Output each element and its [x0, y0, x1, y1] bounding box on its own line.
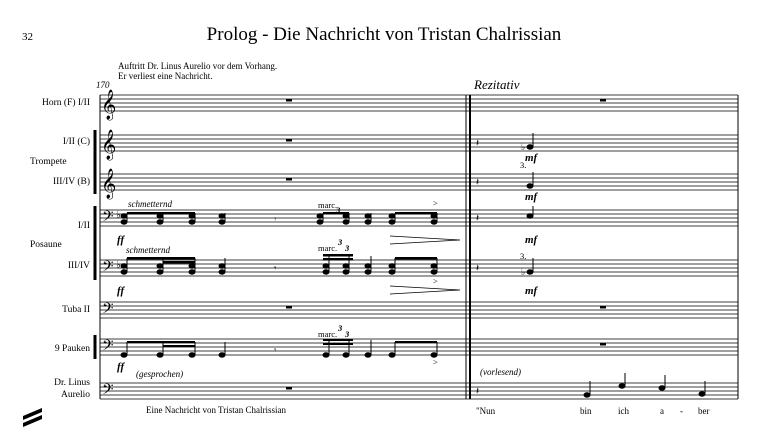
- accent-1: >: [433, 198, 438, 208]
- eighth-rest-icon: 𝄾: [274, 263, 277, 273]
- dynamic-mf-2: mf: [525, 191, 538, 203]
- stage-direction-line-1: Auftritt Dr. Linus Aurelio vor dem Vorhang.: [118, 61, 278, 71]
- dynamic-ff-1: ff: [117, 234, 125, 246]
- measure-number: 170: [96, 80, 110, 90]
- label-voice-2: Aurelio: [60, 390, 90, 400]
- label-horn: Horn (F) I/II: [41, 98, 90, 108]
- bass-clef-icon: 𝄢: [102, 381, 114, 402]
- quarter-rest-icon: 𝄽: [476, 138, 480, 149]
- footer-text: Eine Nachricht von Tristan Chalrissian: [146, 405, 286, 415]
- eighth-rest-icon: 𝄾: [274, 345, 277, 355]
- label-tuba: Tuba II: [62, 305, 90, 315]
- triplet-1: 3: [336, 205, 341, 215]
- parallel-bars-logo-icon: [22, 405, 44, 427]
- marking-gesprochen: (gesprochen): [136, 369, 184, 379]
- label-trombone-1: I/II: [77, 221, 90, 231]
- dynamic-mf-3: mf: [525, 234, 538, 246]
- treble-clef-icon: 𝄞: [101, 130, 117, 160]
- staff-voice: [100, 383, 738, 399]
- flat-icon: ♭: [116, 260, 121, 271]
- voice-number-trumpet: 3.: [520, 160, 527, 170]
- triplet-2: 3: [338, 237, 343, 247]
- label-trumpet-1: I/II (C): [62, 137, 90, 147]
- lyric-4: a: [660, 406, 664, 416]
- bass-clef-icon: 𝄢: [102, 258, 114, 279]
- dynamic-mf-4: mf: [525, 285, 538, 297]
- page-title: Prolog - Die Nachricht von Tristan Chalrissian: [206, 24, 562, 45]
- staff-tuba: [100, 302, 738, 318]
- marking-marc-2: marc.: [318, 243, 338, 253]
- triplet-3: 3: [345, 243, 350, 253]
- marking-marc-1: marc.: [318, 200, 338, 210]
- label-trombone-2: III/IV: [67, 261, 90, 271]
- bass-clef-icon: 𝄢: [102, 208, 114, 229]
- marking-marc-3: marc.: [318, 329, 338, 339]
- lyric-1: "Nun: [476, 406, 496, 416]
- eighth-rest-icon: 𝄾: [274, 214, 277, 224]
- quarter-rest-icon: 𝄽: [476, 177, 480, 188]
- triplet-4: 3: [338, 323, 343, 333]
- staff-horn: [100, 95, 738, 111]
- label-trumpet-group: Trompete: [30, 157, 67, 167]
- bass-clef-icon: 𝄢: [102, 337, 114, 358]
- flat-icon: ♭: [521, 142, 526, 152]
- treble-clef-icon: 𝄞: [101, 169, 117, 199]
- dynamic-mf-1: mf: [525, 152, 538, 164]
- marking-schmetternd-1: schmetternd: [128, 199, 172, 209]
- quarter-rest-icon: 𝄽: [476, 386, 480, 397]
- lyric-2: bin: [580, 406, 592, 416]
- accent-3: >: [433, 357, 438, 367]
- label-trumpet-2: III/IV (B): [52, 177, 90, 187]
- staff-trumpet-2: [100, 174, 738, 190]
- notes-left: [121, 212, 460, 357]
- staff-trombone-2: [100, 260, 738, 276]
- label-trombone-group: Posaune: [30, 240, 62, 250]
- treble-clef-icon: 𝄞: [101, 90, 117, 120]
- lyric-6: ber: [698, 406, 710, 416]
- accent-2: >: [433, 276, 438, 286]
- flat-icon: ♭: [521, 267, 526, 277]
- staff-lines: [100, 95, 738, 399]
- tempo-marking: Rezitativ: [474, 77, 520, 92]
- triplet-5: 3: [345, 329, 350, 339]
- notes-right: [476, 133, 705, 397]
- quarter-rest-icon: 𝄽: [476, 213, 480, 224]
- lyric-3: ich: [618, 406, 629, 416]
- marking-vorlesend: (vorlesend): [480, 367, 521, 377]
- dynamic-ff-3: ff: [117, 361, 125, 373]
- dynamic-ff-2: ff: [117, 285, 125, 297]
- page-number: 32: [22, 31, 33, 43]
- flat-icon: ♭: [116, 210, 121, 221]
- label-voice-1: Dr. Linus: [54, 378, 90, 388]
- marking-schmetternd-2: schmetternd: [126, 245, 170, 255]
- stage-direction-line-2: Er verliest eine Nachricht.: [118, 71, 213, 81]
- voice-number-trombone: 3.: [520, 251, 527, 261]
- quarter-rest-icon: 𝄽: [476, 263, 480, 274]
- bass-clef-icon: 𝄢: [102, 300, 114, 321]
- label-timpani: 9 Pauken: [54, 344, 90, 354]
- lyric-5: -: [680, 406, 683, 416]
- staff-trumpet-1: [100, 135, 738, 151]
